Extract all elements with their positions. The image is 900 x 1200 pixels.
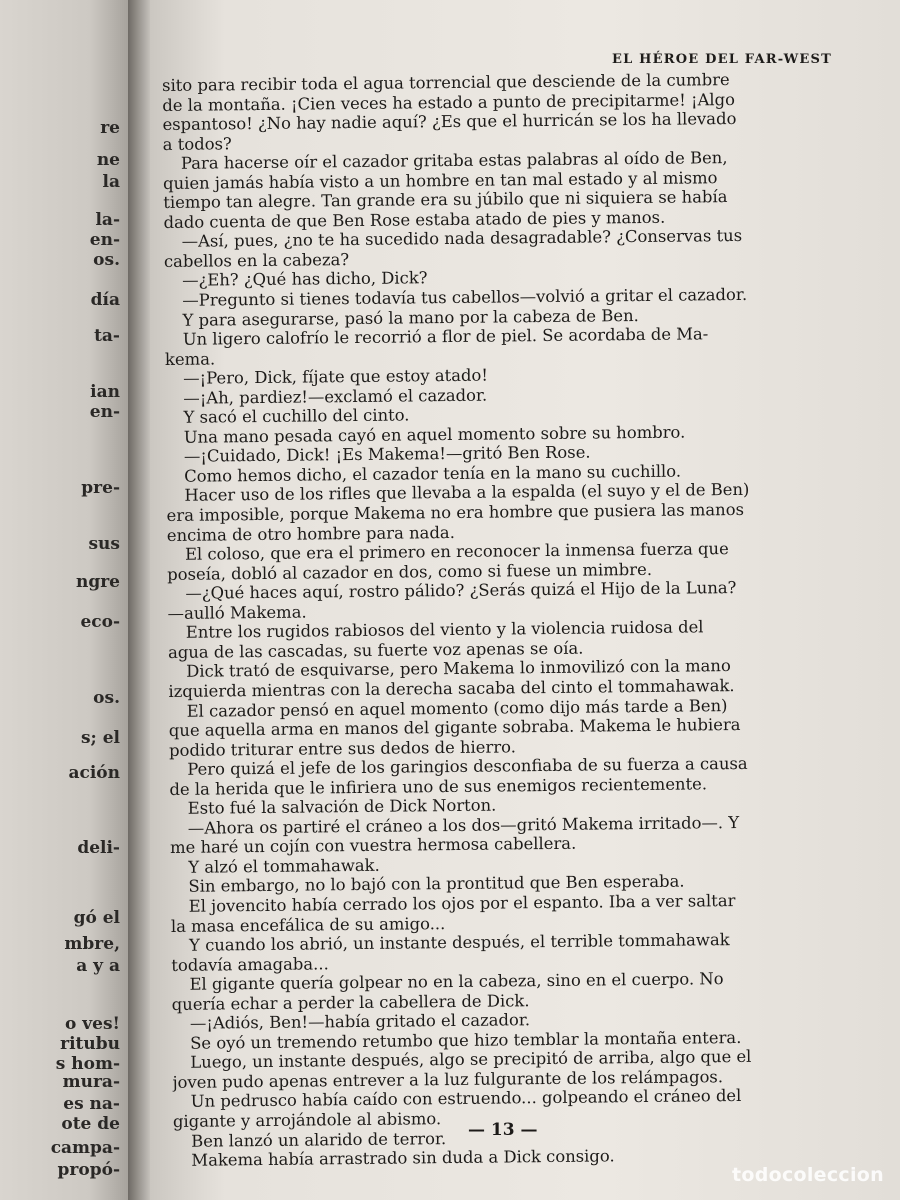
page-number: — 13 — [468,1120,538,1140]
text-line: El gigante quería golpear no en la cabeza, sino en el cuerpo. No [189,969,724,994]
text-line: la masa encefálica de su amigo... [170,913,446,936]
text-line: que aquella arma en manos del gigante sobraba. Makema le hubiera [168,715,741,741]
text-line: encima de otro hombre para nada. [166,522,455,545]
left-page-fragment: gó el [73,908,120,928]
text-line: cabellos en la cabeza? [163,249,350,271]
text-line: poseía, dobló al cazador en dos, como si fuese un mimbre. [167,559,653,584]
left-page-fragment: pre- [81,478,120,498]
running-head: EL HÉROE DEL FAR-WEST [612,52,832,67]
text-line: El cazador pensó en aquel momento (como dijo más tarde a Ben) [186,695,728,721]
text-line: Una mano pesada cayó en aquel momento sobre su hombro. [183,422,686,447]
left-page [0,0,128,1200]
text-line: quien jamás había visto a un hombre en tan mal estado y al mismo [163,167,718,193]
text-line: —Así, pues, ¿no te ha sucedido nada desagradable? ¿Conservas tus [181,226,743,252]
text-line: Y alzó el tommahawak. [188,855,380,877]
text-line: de la montaña. ¡Cien veces ha estado a punto de precipitarme! ¡Algo [162,89,736,115]
left-page-fragment: propó- [57,1160,120,1180]
text-line: Hacer uso de los rifles que llevaba a la espalda (el suyo y el de Ben) [184,480,750,506]
text-line: todavía amagaba... [171,953,329,975]
left-page-fragment: deli- [77,838,120,858]
left-page-fragment: ote de [61,1114,120,1134]
text-line: —Pregunto si tienes todavía tus cabellos—volvió a gritar el cazador. [182,284,748,310]
text-line: —¿Eh? ¿Qué has dicho, Dick? [182,268,428,291]
left-page-fragment: la- [95,210,120,230]
text-line: Ben lanzó un alarido de terror. [191,1128,447,1151]
text-line: sito para recibir toda el agua torrencial que desciende de la cumbre [162,70,730,95]
left-page-fragment: en- [89,402,120,422]
left-page-fragment: mura- [62,1072,120,1092]
right-page [150,0,900,1200]
text-line: —¡Adiós, Ben!—había gritado el cazador. [189,1010,531,1034]
text-line: —¡Pero, Dick, fíjate que estoy atado! [183,365,489,388]
text-line: Luego, un instante después, algo se precipitó de arriba, algo que el [190,1047,752,1073]
left-page-fragment: es na- [63,1094,120,1114]
left-page-fragment: ne [96,150,120,170]
text-line: tiempo tan alegre. Tan grande era su júbilo que ni siquiera se había [163,187,728,213]
text-line: Pero quizá el jefe de los garingios desconfiaba de su fuerza a causa [187,754,748,779]
text-line: Dick trató de esquivarse, pero Makema lo inmovilizó con la mano [186,656,731,682]
left-page-fragment: ta- [94,326,120,346]
text-line: —¡Cuidado, Dick! ¡Es Makema!—gritó Ben Rose. [183,442,591,467]
text-line: joven pudo apenas entrever a la luz fulgurante de los relámpagos. [172,1067,724,1092]
left-page-fragment: ngre [75,572,120,592]
text-line: —¡Ah, pardiez!—exclamó el cazador. [183,385,488,408]
text-line: podido triturar entre sus dedos de hierro. [168,736,516,760]
text-line: —aulló Makema. [167,602,307,623]
left-page-fragment: s; el [80,728,120,748]
text-line: Y sacó el cuchillo del cinto. [183,405,410,428]
left-page-fragment: os. [93,688,120,708]
text-line: El coloso, que era el primero en reconocer la inmensa fuerza que [184,539,729,564]
text-line: Para hacerse oír el cazador gritaba estas palabras al oído de Ben, [180,148,728,173]
text-line: Y cuando los abrió, un instante después, el terrible tommahawak [189,930,730,955]
left-page-fragment: sus [88,534,120,554]
text-line: Se oyó un tremendo retumbo que hizo temblar la montaña entera. [190,1027,742,1053]
book-gutter [128,0,150,1200]
text-line: Sin embargo, no lo bajó con la prontitud que Ben esperaba. [188,871,685,897]
left-page-fragment: ación [68,763,120,783]
left-page-fragment: en- [89,230,120,250]
text-line: Esto fué la salvación de Dick Norton. [187,795,497,819]
text-line: —Ahora os partiré el cráneo a los dos—gritó Makema irritado—. Y [187,812,740,838]
left-page-fragment: re [100,118,120,138]
text-line: Entre los rugidos rabiosos del viento y la violencia ruidosa del [185,617,704,643]
left-page-fragment: eco- [80,612,120,632]
text-line: El jovencito había cerrado los ojos por el espanto. Iba a ver saltar [188,891,736,916]
text-line: de la herida que le infiriera uno de sus enemigos recientemente. [169,774,708,799]
left-page-fragment: la [102,172,120,192]
left-page-fragment: a y a [76,956,120,976]
left-page-fragment: s hom- [55,1054,120,1074]
text-line: Como hemos dicho, el cazador tenía en la mano su cuchillo. [184,461,682,486]
left-page-fragment: ian [90,382,120,402]
text-line: a todos? [162,133,232,154]
text-line: gigante y arrojándole al abismo. [172,1109,442,1131]
text-line: Y para asegurarse, pasó la mano por la cabeza de Ben. [182,305,639,330]
text-line: era imposible, porque Makema no era hombre que pusiera las manos [166,499,745,526]
text-line: agua de las cascadas, su fuerte voz apenas se oía. [167,638,584,662]
watermark: todocoleccion [731,1164,884,1186]
text-line: —¿Qué haces aquí, rostro pálido? ¿Serás quizá el Hijo de la Luna? [185,578,737,604]
text-line: quería echar a perder la cabellera de Dick. [171,990,530,1014]
text-line: Makema había arrastrado sin duda a Dick consigo. [191,1146,615,1170]
text-line: Un ligero calofrío le recorrió a flor de piel. Se acordaba de Ma- [182,324,709,349]
body-text [162,69,863,1171]
text-line: Un pedrusco había caído con estruendo... golpeando el cráneo del [190,1086,742,1112]
left-page-fragment: o ves! [65,1014,120,1034]
left-page-fragment: día [90,290,120,310]
left-page-fragment: ritubu [60,1034,120,1054]
text-line: kema. [164,349,216,369]
left-page-fragment: mbre, [64,934,120,954]
left-page-fragment: campa- [50,1138,120,1158]
left-page-fragment: os. [93,250,120,270]
text-line: izquierda mientras con la derecha sacaba del cinto el tommahawak. [168,675,735,701]
text-line: me haré un cojín con vuestra hermosa cabellera. [169,834,577,858]
text-line: espantoso! ¿No hay nadie aquí? ¿Es que el hurricán se los ha llevado [162,109,737,135]
text-line: dado cuenta de que Ben Rose estaba atado de pies y manos. [163,207,666,232]
